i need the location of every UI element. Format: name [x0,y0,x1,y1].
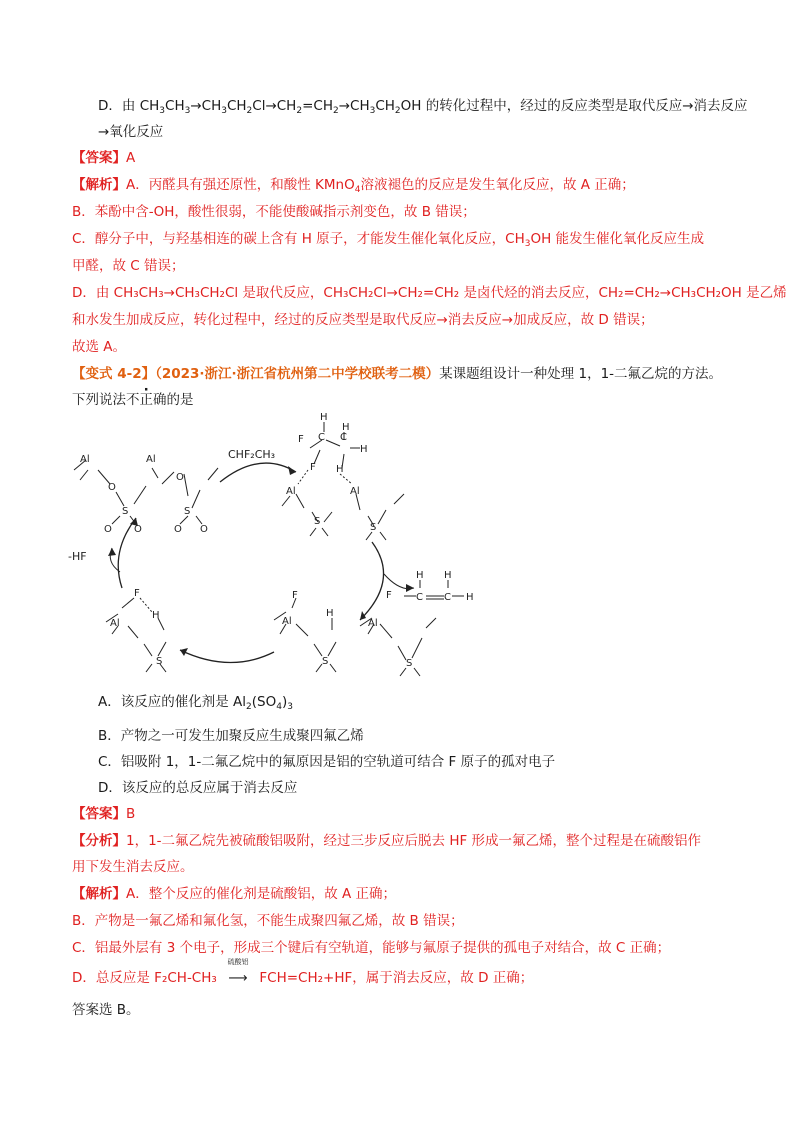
option-c: C．铝吸附 1，1-二氟乙烷中的氟原因是铝的空轨道可结合 F 原子的孤对电子 [98,754,556,770]
jiexi-c: C．铝最外层有 3 个电子，形成三个键后有空轨道，能够与氟原子提供的孤电子对结合，故 C 正确； [72,940,671,956]
c-atom-3: C [416,592,423,603]
al-atom-7: Al [368,618,378,629]
prev-analysis-d2: 和水发生加成反应，转化过程中，经过的反应类型是取代反应→消去反应→加成反应，故 D 错误； [72,312,654,328]
question-stem-line2: 下列说法不正确的是 [72,392,194,408]
answer: 【答案】B [72,806,136,822]
c-atom-2: C [340,432,347,443]
h-atom-4: H [336,464,344,475]
s-atom-4: S [370,522,377,533]
fenxi-line1: 【分析】1，1-二氟乙烷先被硫酸铝吸附，经过三步反应后脱去 HF 形成一氟乙烯，整个过程是在硫酸铝作 [72,833,702,849]
al-atom-3: Al [286,486,296,497]
f-atom-3: F [386,590,392,601]
prev-analysis-a: 【解析】A．丙醛具有强还原性，和酸性 KMnO$_4$溶液褪色的反应是发生氧化反应，故 A 正确； [72,177,635,195]
option-b: B．产物之一可发生加聚反应生成聚四氟乙烯 [98,728,364,744]
minus-hf-label: -HF [68,550,87,563]
s-atom-5: S [156,656,163,667]
s-atom-7: S [406,658,413,669]
s-atom-1: S [122,506,129,517]
o-atom-6: O [200,524,208,535]
c-atom-1: C [318,432,325,443]
emphasis-not: 不正确 [126,392,167,408]
question-stem: 【变式 4-2】（2023·浙江·浙江省杭州第二中学校联考二模）某课题组设计一种处理 1，1-二氟乙烷的方法。 [72,366,723,382]
o-atom-1: O [108,482,116,493]
o-atom-5: O [174,524,182,535]
s-atom-3: S [314,516,321,527]
prev-analysis-c: C．醇分子中，与羟基相连的碳上含有 H 原子，才能发生催化氧化反应，$CH_3OH$ 能发生催化氧化反应生成 [72,231,705,249]
h-atom-3: H [342,422,350,433]
h-atom-5: H [466,592,474,603]
o-atom-3: O [104,524,112,535]
option-a: A．该反应的催化剂是 $Al_2(SO_4)_3$ [98,694,293,712]
prev-conclusion: 故选 A。 [72,339,127,355]
fenxi-line2: 用下发生消去反应。 [72,859,194,875]
f-atom-4: F [134,588,140,599]
jiexi-a: 【解析】A．整个反应的催化剂是硫酸铝，故 A 正确； [72,886,397,902]
s-atom-2: S [184,506,191,517]
prev-analysis-b: B．苯酚中含-OH，酸性很弱，不能使酸碱指示剂变色，故 B 错误； [72,204,476,220]
mechanism-diagram [60,412,500,692]
al-atom-6: Al [282,616,292,627]
arrow-condition: 硫酸铝 [227,958,249,966]
jiexi-d: D．总反应是 F₂CH-CH₃ 硫酸铝 ⟶ FCH=CH₂+HF，属于消去反应，故 D 正确； [72,958,534,986]
al-atom-5: Al [110,618,120,629]
h-atom-7: H [444,570,452,581]
reaction-arrow-icon: ⟶ [228,970,248,986]
o-atom-2: O [176,472,184,483]
h-atom-6: H [416,570,424,581]
f-atom-1: F [298,434,304,445]
prev-option-d-line2: →氧化反应 [98,124,164,140]
al-atom-4: Al [350,486,360,497]
prev-option-d: D．由 $CH_3CH_3\to CH_3CH_2Cl\to CH_2=CH_2\to CH_3CH_2OH$ 的转化过程中，经过的反应类型是取代反应→消去反应 [98,98,748,116]
o-atom-4: O [134,524,142,535]
s-atom-6: S [322,656,329,667]
h-atom-2: H [320,412,328,423]
option-d: D．该反应的总反应属于消去反应 [98,780,298,796]
al-atom-1: Al [80,454,90,465]
h-atom-1: H [360,444,368,455]
h-atom-8: H [152,610,160,621]
h-atom-9: H [326,608,334,619]
prev-answer: 【答案】A [72,150,136,166]
prev-analysis-d: D．由 CH₃CH₃→CH₃CH₂Cl 是取代反应，CH₃CH₂Cl→CH₂=CH₂ 是卤代烃的消去反应，CH₂=CH₂→CH₃CH₂OH 是乙烯 [72,285,787,301]
jiexi-b: B．产物是一氟乙烯和氟化氢，不能生成聚四氟乙烯，故 B 错误； [72,913,464,929]
prev-analysis-c2: 甲醛，故 C 错误； [72,258,185,274]
reagent-label: CHF₂CH₃ [228,448,276,461]
f-atom-5: F [292,590,298,601]
c-atom-4: C [444,592,451,603]
final-answer: 答案选 B。 [72,1002,140,1018]
al-atom-2: Al [146,454,156,465]
f-atom-2: F [310,462,316,473]
